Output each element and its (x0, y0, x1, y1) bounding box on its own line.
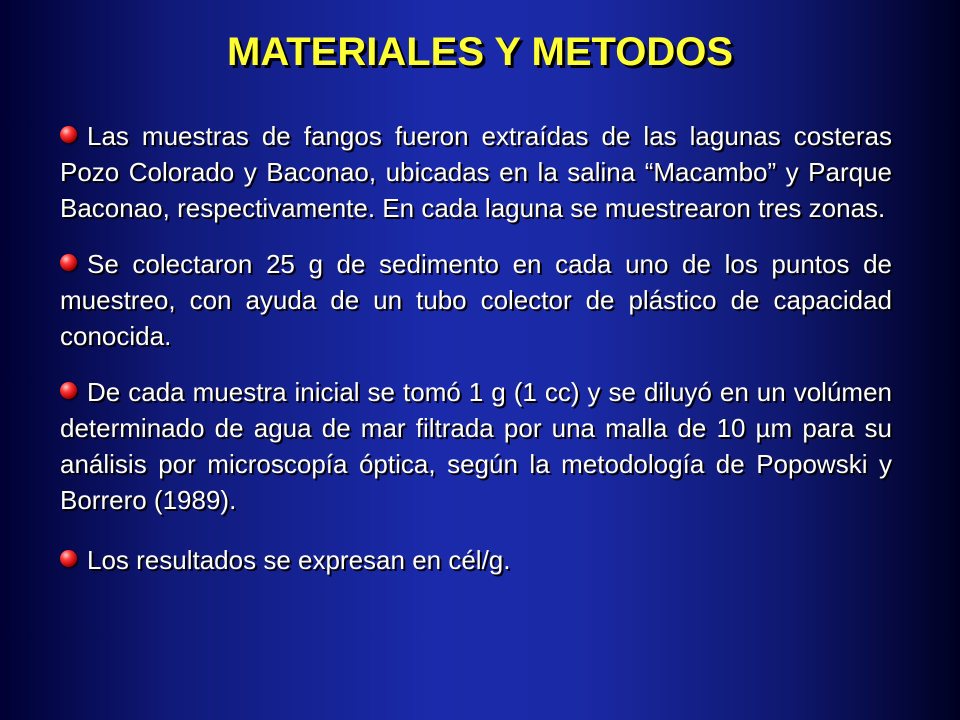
slide-content (60, 118, 892, 578)
paragraph-2-text: Se colectaron 25 g de sedimento en cada uno de los puntos de muestreo, con ayuda de un tubo colector de plástico de capacidad conocida. (60, 249, 892, 351)
slide-title: MATERIALES Y METODOS (227, 30, 733, 74)
paragraph-1 (60, 118, 892, 226)
paragraph-3-text: De cada muestra inicial se tomó 1 g (1 cc) y se diluyó en un volúmen determinado de agua de mar filtrada por una malla de 10 µm para su análisis por microscopía óptica, según la metodología de Popowski y Borrero (1989). (60, 377, 892, 515)
paragraph-1-text: Las muestras de fangos fueron extraídas de las lagunas costeras Pozo Colorado y Baconao, ubicadas en la salina “Macambo” y Parque Baconao, respectivamente. En cada laguna se muestrearon tres zonas. (60, 121, 892, 223)
red-sphere-bullet-icon (60, 382, 77, 399)
paragraph-4-text: Los resultados se expresan en cél/g. (87, 545, 511, 575)
red-sphere-bullet-icon (60, 550, 77, 567)
paragraph-2 (60, 246, 892, 354)
red-sphere-bullet-icon (60, 126, 77, 143)
paragraph-4 (60, 542, 892, 578)
paragraph-3 (60, 374, 892, 518)
red-sphere-bullet-icon (60, 254, 77, 271)
